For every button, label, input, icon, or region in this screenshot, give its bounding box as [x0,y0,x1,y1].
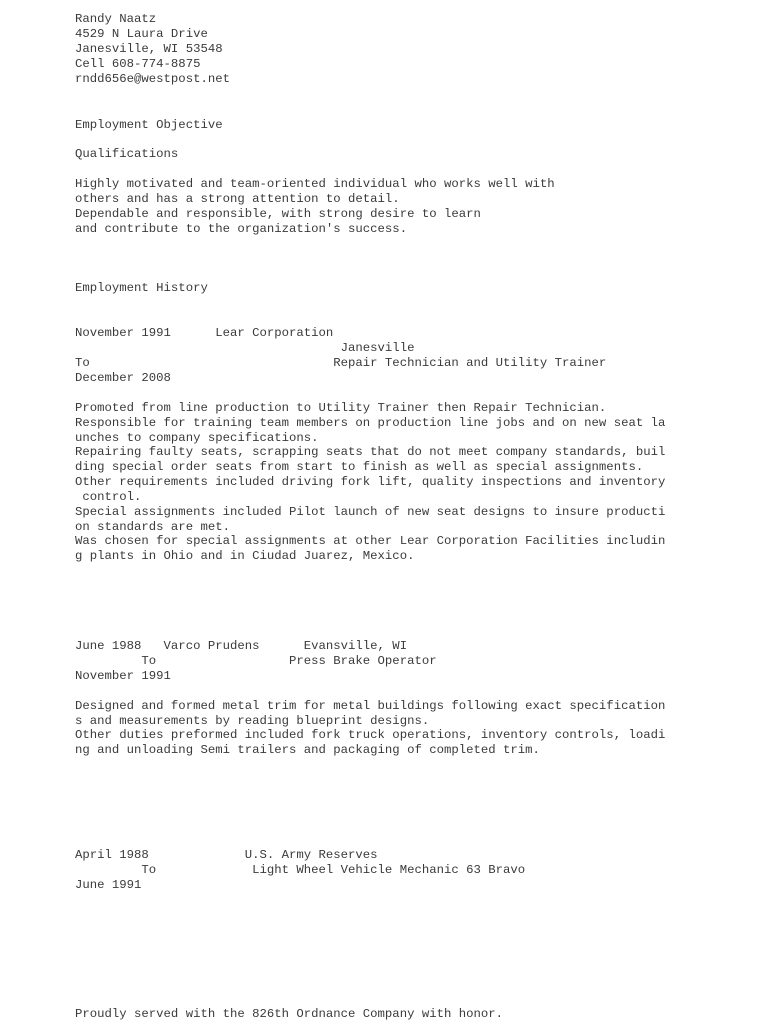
job-header-line: To Light Wheel Vehicle Mechanic 63 Bravo [75,863,526,877]
job-description-line: Proudly served with the 826th Ordnance Company with honor. [75,1007,504,1021]
job-description-line: Promoted from line production to Utility Trainer then Repair Technician. [75,401,607,415]
job-description-line: unches to company specifications. [75,431,319,445]
job-description-line: Repairing faulty seats, scrapping seats that do not meet company standards, buil [75,445,666,459]
job-header-line: November 1991 Lear Corporation [75,326,334,340]
job-description-line: ng and unloading Semi trailers and packaging of completed trim. [75,743,540,757]
objective-heading: Employment Objective [75,118,223,132]
job-header-line: Janesville [75,341,415,355]
qualifications-heading: Qualifications [75,147,179,161]
job-header-line: June 1988 Varco Prudens Evansville, WI [75,639,408,653]
job-header-line: November 1991 [75,669,171,683]
qualifications-line: Highly motivated and team-oriented individual who works well with [75,177,555,191]
qualifications-line: and contribute to the organization's success. [75,222,408,236]
contact-city: Janesville, WI 53548 [75,42,223,56]
job-header-line: To Press Brake Operator [75,654,437,668]
job-header-line: December 2008 [75,371,171,385]
contact-cell: Cell 608-774-8875 [75,57,201,71]
job-description-line: Other requirements included driving fork lift, quality inspections and inventory [75,475,666,489]
job-description-line: control. [75,490,142,504]
qualifications-line: others and has a strong attention to detail. [75,192,400,206]
history-heading: Employment History [75,281,208,295]
job-header-line: June 1991 [75,878,142,892]
job-description-line: Was chosen for special assignments at other Lear Corporation Facilities includin [75,534,666,548]
job-header-line: To Repair Technician and Utility Trainer [75,356,607,370]
job-description-line: on standards are met. [75,520,230,534]
job-description-line: ding special order seats from start to finish as well as special assignments. [75,460,644,474]
contact-email: rndd656e@westpost.net [75,72,230,86]
job-description-line: g plants in Ohio and in Ciudad Juarez, Mexico. [75,549,415,563]
job-description-line: Responsible for training team members on production line jobs and on new seat la [75,416,666,430]
job-description-line: Other duties preformed included fork truck operations, inventory controls, loadi [75,728,666,742]
contact-name: Randy Naatz [75,12,157,26]
job-description-line: Designed and formed metal trim for metal buildings following exact specification [75,699,666,713]
job-description-line: Special assignments included Pilot launch of new seat designs to insure producti [75,505,666,519]
qualifications-line: Dependable and responsible, with strong desire to learn [75,207,481,221]
job-header-line: April 1988 U.S. Army Reserves [75,848,378,862]
job-description-line: s and measurements by reading blueprint designs. [75,714,430,728]
contact-street: 4529 N Laura Drive [75,27,208,41]
